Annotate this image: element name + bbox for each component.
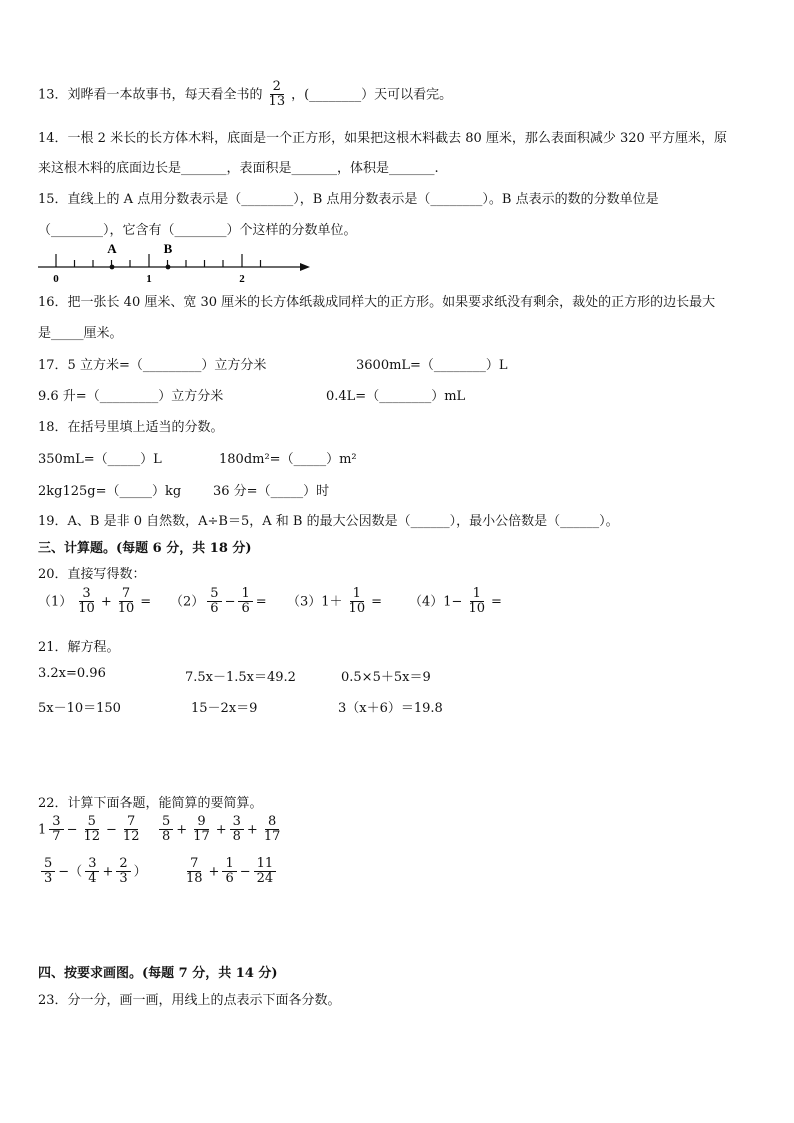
tick-label-2: 2 bbox=[239, 273, 245, 284]
question-15-line2: （________），它含有（________）个这样的分数单位。 bbox=[38, 223, 357, 238]
question-17-a: 17．5 立方米=（_________）立方分米 bbox=[38, 358, 267, 373]
point-b-dot bbox=[166, 265, 171, 270]
arrow-head-icon bbox=[300, 263, 310, 271]
point-a-label: A bbox=[107, 241, 117, 256]
question-14-line1: 14．一根 2 米长的长方体木料，底面是一个正方形，如果把这根木料截去 80 厘米，那么表面积减少 320 平方厘米，原 bbox=[38, 131, 727, 146]
tick-label-0: 0 bbox=[53, 273, 59, 284]
question-17-b: 3600mL=（________）L bbox=[356, 358, 508, 373]
equation-5: 15－2x＝9 bbox=[191, 701, 258, 716]
number-line bbox=[34, 238, 314, 284]
q20-problem-2: （2） $\frac{5}{6}$ − $\frac{1}{6}$ = bbox=[170, 586, 267, 617]
question-15-line1: 15．直线上的 A 点用分数表示是（________），B 点用分数表示是（________）。B 点表示的数的分数单位是 bbox=[38, 192, 659, 207]
equation-1: 3.2x=0.96 bbox=[38, 666, 106, 681]
q20-problem-3: （3）1＋ $\frac{1}{10}$ = bbox=[287, 586, 382, 617]
section-4-title: 四、按要求画图。(每题 7 分，共 14 分) bbox=[38, 966, 278, 981]
point-b-label: B bbox=[163, 241, 173, 256]
number-line-ticks bbox=[56, 254, 261, 267]
q22-expression-d: $\frac{7}{18}$ + $\frac{1}{6}$ − $\frac{11}{24}$ bbox=[180, 857, 279, 887]
question-19: 19．A、B 是非 0 自然数，A÷B＝5，A 和 B 的最大公因数是（______），最小公倍数是（______）。 bbox=[38, 514, 619, 529]
section-3-title: 三、计算题。(每题 6 分，共 18 分) bbox=[38, 541, 252, 556]
equation-3: 0.5×5＋5x＝9 bbox=[341, 670, 431, 685]
question-13 bbox=[38, 80, 452, 110]
q20-problem-4: （4）1− $\frac{1}{10}$ = bbox=[409, 586, 502, 617]
q20-problem-1: （1） $\frac{3}{10}$ + $\frac{7}{10}$ = bbox=[38, 586, 152, 617]
q22-expression-c: $\frac{5}{3}$ −（ $\frac{3}{4}$ + $\frac{2}{3}$ ） bbox=[38, 857, 147, 887]
question-18-b: 180dm²=（_____）m² bbox=[219, 452, 357, 467]
q13-text-before: 13．刘晔看一本故事书，每天看全书的 bbox=[38, 87, 263, 103]
point-a-dot bbox=[110, 265, 115, 270]
q22-expression-a: 1 $\frac{3}{7}$ − $\frac{5}{12}$ − $\frac{7}{12}$ bbox=[38, 814, 140, 845]
equation-2: 7.5x－1.5x＝49.2 bbox=[185, 670, 296, 685]
question-14-line2: 来这根木料的底面边长是_______，表面积是_______，体积是_______. bbox=[38, 161, 439, 176]
question-18-d: 36 分=（_____）时 bbox=[213, 484, 330, 499]
question-16-line1: 16．把一张长 40 厘米、宽 30 厘米的长方体纸裁成同样大的正方形。如果要求纸没有剩余，裁处的正方形的边长最大 bbox=[38, 295, 716, 310]
equation-6: 3（x＋6）＝19.8 bbox=[338, 701, 443, 716]
question-17-d: 0.4L=（________）mL bbox=[326, 389, 466, 404]
q13-text-after: ，(________）天可以看完。 bbox=[291, 87, 453, 103]
question-18-title: 18．在括号里填上适当的分数。 bbox=[38, 420, 224, 435]
question-17-c: 9.6 升=（_________）立方分米 bbox=[38, 389, 224, 404]
question-20-title: 20．直接写得数： bbox=[38, 567, 146, 582]
equation-4: 5x－10＝150 bbox=[38, 701, 121, 716]
question-23: 23．分一分，画一画，用线上的点表示下面各分数。 bbox=[38, 993, 341, 1008]
question-22-title: 22．计算下面各题，能简算的要简算。 bbox=[38, 796, 263, 811]
q13-fraction: $\frac{2}{13}$ bbox=[268, 79, 286, 110]
question-16-line2: 是_____厘米。 bbox=[38, 326, 123, 341]
question-18-a: 350mL=（_____）L bbox=[38, 452, 162, 467]
question-21-title: 21．解方程。 bbox=[38, 640, 120, 655]
question-18-c: 2kg125g=（_____）kg bbox=[38, 484, 182, 499]
tick-label-1: 1 bbox=[146, 273, 152, 284]
q22-expression-b: $\frac{5}{8}$ + $\frac{9}{17}$ + $\frac{3}{8}$ + $\frac{8}{17}$ bbox=[156, 815, 286, 845]
